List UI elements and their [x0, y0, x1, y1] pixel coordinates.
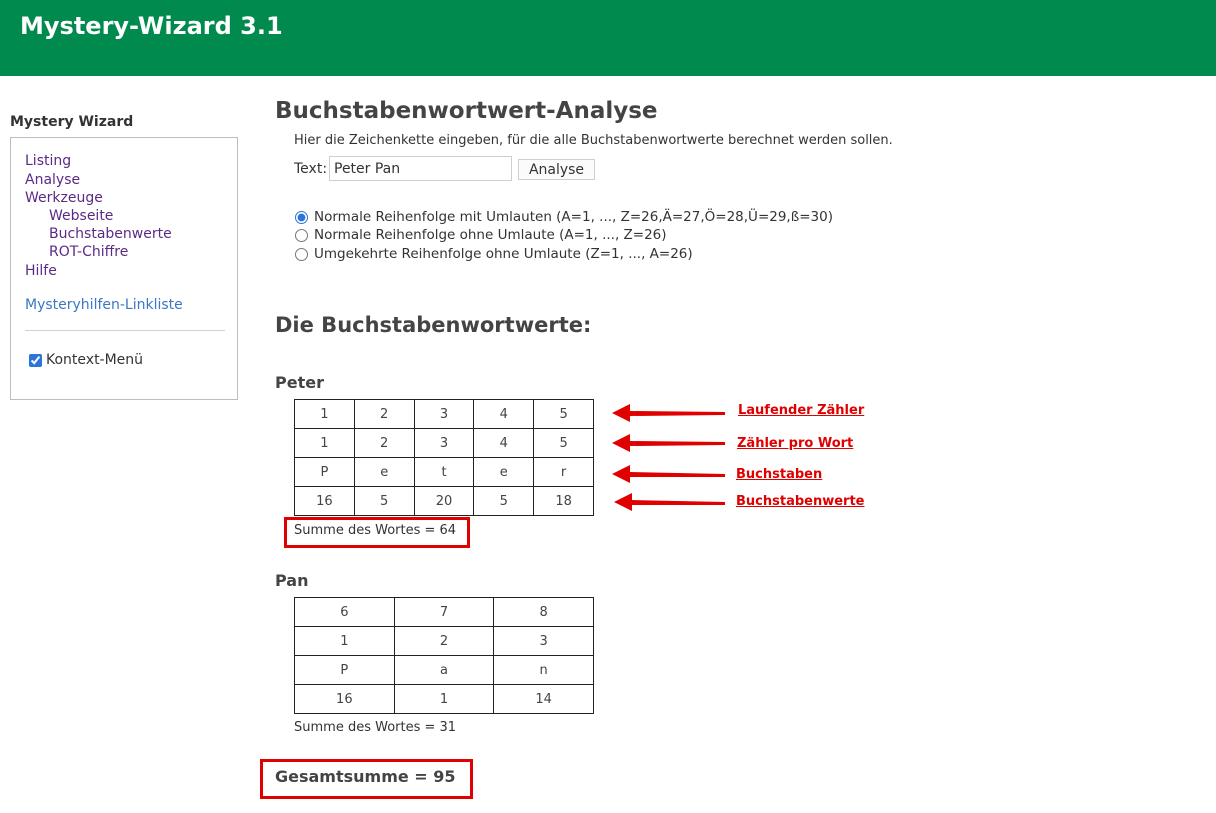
- app-title: Mystery-Wizard 3.1: [20, 12, 283, 40]
- context-menu-toggle[interactable]: [29, 352, 143, 368]
- total-sum: Gesamtsumme = 95: [275, 767, 456, 786]
- annotation-letter-values: Buchstabenwerte: [736, 494, 865, 509]
- row-letters: [295, 656, 594, 685]
- sidebar-divider: [25, 330, 225, 331]
- nav-buchstabenwerte[interactable]: Buchstabenwerte: [49, 226, 172, 242]
- sidebar-nav: [10, 137, 238, 400]
- nav-analyse[interactable]: Analyse: [25, 172, 81, 188]
- word-sum: Summe des Wortes = 64: [294, 523, 457, 538]
- cell: 2: [354, 429, 414, 458]
- results-title: Die Buchstabenwortwerte:: [275, 313, 592, 337]
- cell: 1: [295, 400, 355, 429]
- nav-werkzeuge[interactable]: Werkzeuge: [25, 190, 103, 206]
- word-table-peter: [294, 399, 594, 516]
- cell: 5: [474, 487, 534, 516]
- cell: 6: [295, 598, 395, 627]
- option-label: Normale Reihenfolge mit Umlauten (A=1, ..., Z=26,Ä=27,Ö=28,Ü=29,ß=30): [314, 209, 833, 225]
- nav-linkliste[interactable]: Mysteryhilfen-Linkliste: [25, 297, 183, 313]
- text-label: Text:: [294, 161, 328, 177]
- row-letter-values: [295, 685, 594, 714]
- arrow-letters: [612, 465, 725, 483]
- cell: P: [295, 656, 395, 685]
- option-without-umlauts[interactable]: [295, 227, 667, 243]
- option-with-umlauts[interactable]: [295, 209, 833, 225]
- cell: 16: [295, 487, 355, 516]
- analyse-button[interactable]: Analyse: [518, 159, 595, 180]
- row-per-word-counter: [295, 429, 594, 458]
- cell: 7: [394, 598, 494, 627]
- row-running-counter: [295, 598, 594, 627]
- cell: 2: [354, 400, 414, 429]
- word-sum: Summe des Wortes = 31: [294, 720, 457, 735]
- word-title: Peter: [275, 373, 324, 392]
- cell: 5: [354, 487, 414, 516]
- cell: 5: [534, 400, 594, 429]
- row-running-counter: [295, 400, 594, 429]
- sidebar-heading: Mystery Wizard: [10, 114, 134, 130]
- cell: n: [494, 656, 594, 685]
- highlight-box-word-sum: [284, 517, 470, 548]
- page-title: Buchstabenwortwert-Analyse: [275, 98, 658, 124]
- row-letter-values: [295, 487, 594, 516]
- row-per-word-counter: [295, 627, 594, 656]
- annotation-running-counter: Laufender Zähler: [738, 403, 865, 418]
- nav-rot-chiffre[interactable]: ROT-Chiffre: [49, 244, 129, 260]
- nav-listing[interactable]: Listing: [25, 153, 72, 169]
- cell: a: [394, 656, 494, 685]
- highlight-box-total: [260, 759, 473, 799]
- word-title: Pan: [275, 571, 309, 590]
- option-label: Normale Reihenfolge ohne Umlaute (A=1, ..., Z=26): [314, 227, 667, 243]
- cell: 3: [494, 627, 594, 656]
- cell: P: [295, 458, 355, 487]
- cell: 3: [414, 429, 474, 458]
- annotation-letters: Buchstaben: [736, 467, 823, 482]
- cell: 14: [494, 685, 594, 714]
- cell: 1: [394, 685, 494, 714]
- app-header: [0, 0, 1216, 76]
- arrow-running-counter: [612, 404, 725, 422]
- cell: 20: [414, 487, 474, 516]
- cell: 5: [534, 429, 594, 458]
- radio-with-umlauts[interactable]: [295, 211, 308, 224]
- context-menu-checkbox[interactable]: [29, 354, 42, 367]
- arrow-per-word-counter: [612, 434, 725, 452]
- context-menu-label: Kontext-Menü: [46, 352, 144, 368]
- instructions: Hier die Zeichenkette eingeben, für die alle Buchstabenwortwerte berechnet werden sollen.: [294, 133, 893, 148]
- cell: 4: [474, 429, 534, 458]
- cell: r: [534, 458, 594, 487]
- cell: t: [414, 458, 474, 487]
- row-letters: [295, 458, 594, 487]
- radio-without-umlauts[interactable]: [295, 229, 308, 242]
- cell: 8: [494, 598, 594, 627]
- radio-reverse[interactable]: [295, 248, 308, 261]
- cell: 4: [474, 400, 534, 429]
- annotation-per-word-counter: Zähler pro Wort: [737, 436, 854, 451]
- option-reverse[interactable]: [295, 246, 693, 262]
- arrow-letter-values: [614, 493, 725, 511]
- option-label: Umgekehrte Reihenfolge ohne Umlaute (Z=1, ..., A=26): [314, 246, 693, 262]
- nav-hilfe[interactable]: Hilfe: [25, 263, 57, 279]
- cell: 18: [534, 487, 594, 516]
- word-table-pan: [294, 597, 594, 714]
- cell: 16: [295, 685, 395, 714]
- cell: 3: [414, 400, 474, 429]
- cell: e: [474, 458, 534, 487]
- text-input[interactable]: [329, 156, 512, 181]
- cell: 1: [295, 627, 395, 656]
- cell: e: [354, 458, 414, 487]
- nav-webseite[interactable]: Webseite: [49, 208, 114, 224]
- cell: 2: [394, 627, 494, 656]
- cell: 1: [295, 429, 355, 458]
